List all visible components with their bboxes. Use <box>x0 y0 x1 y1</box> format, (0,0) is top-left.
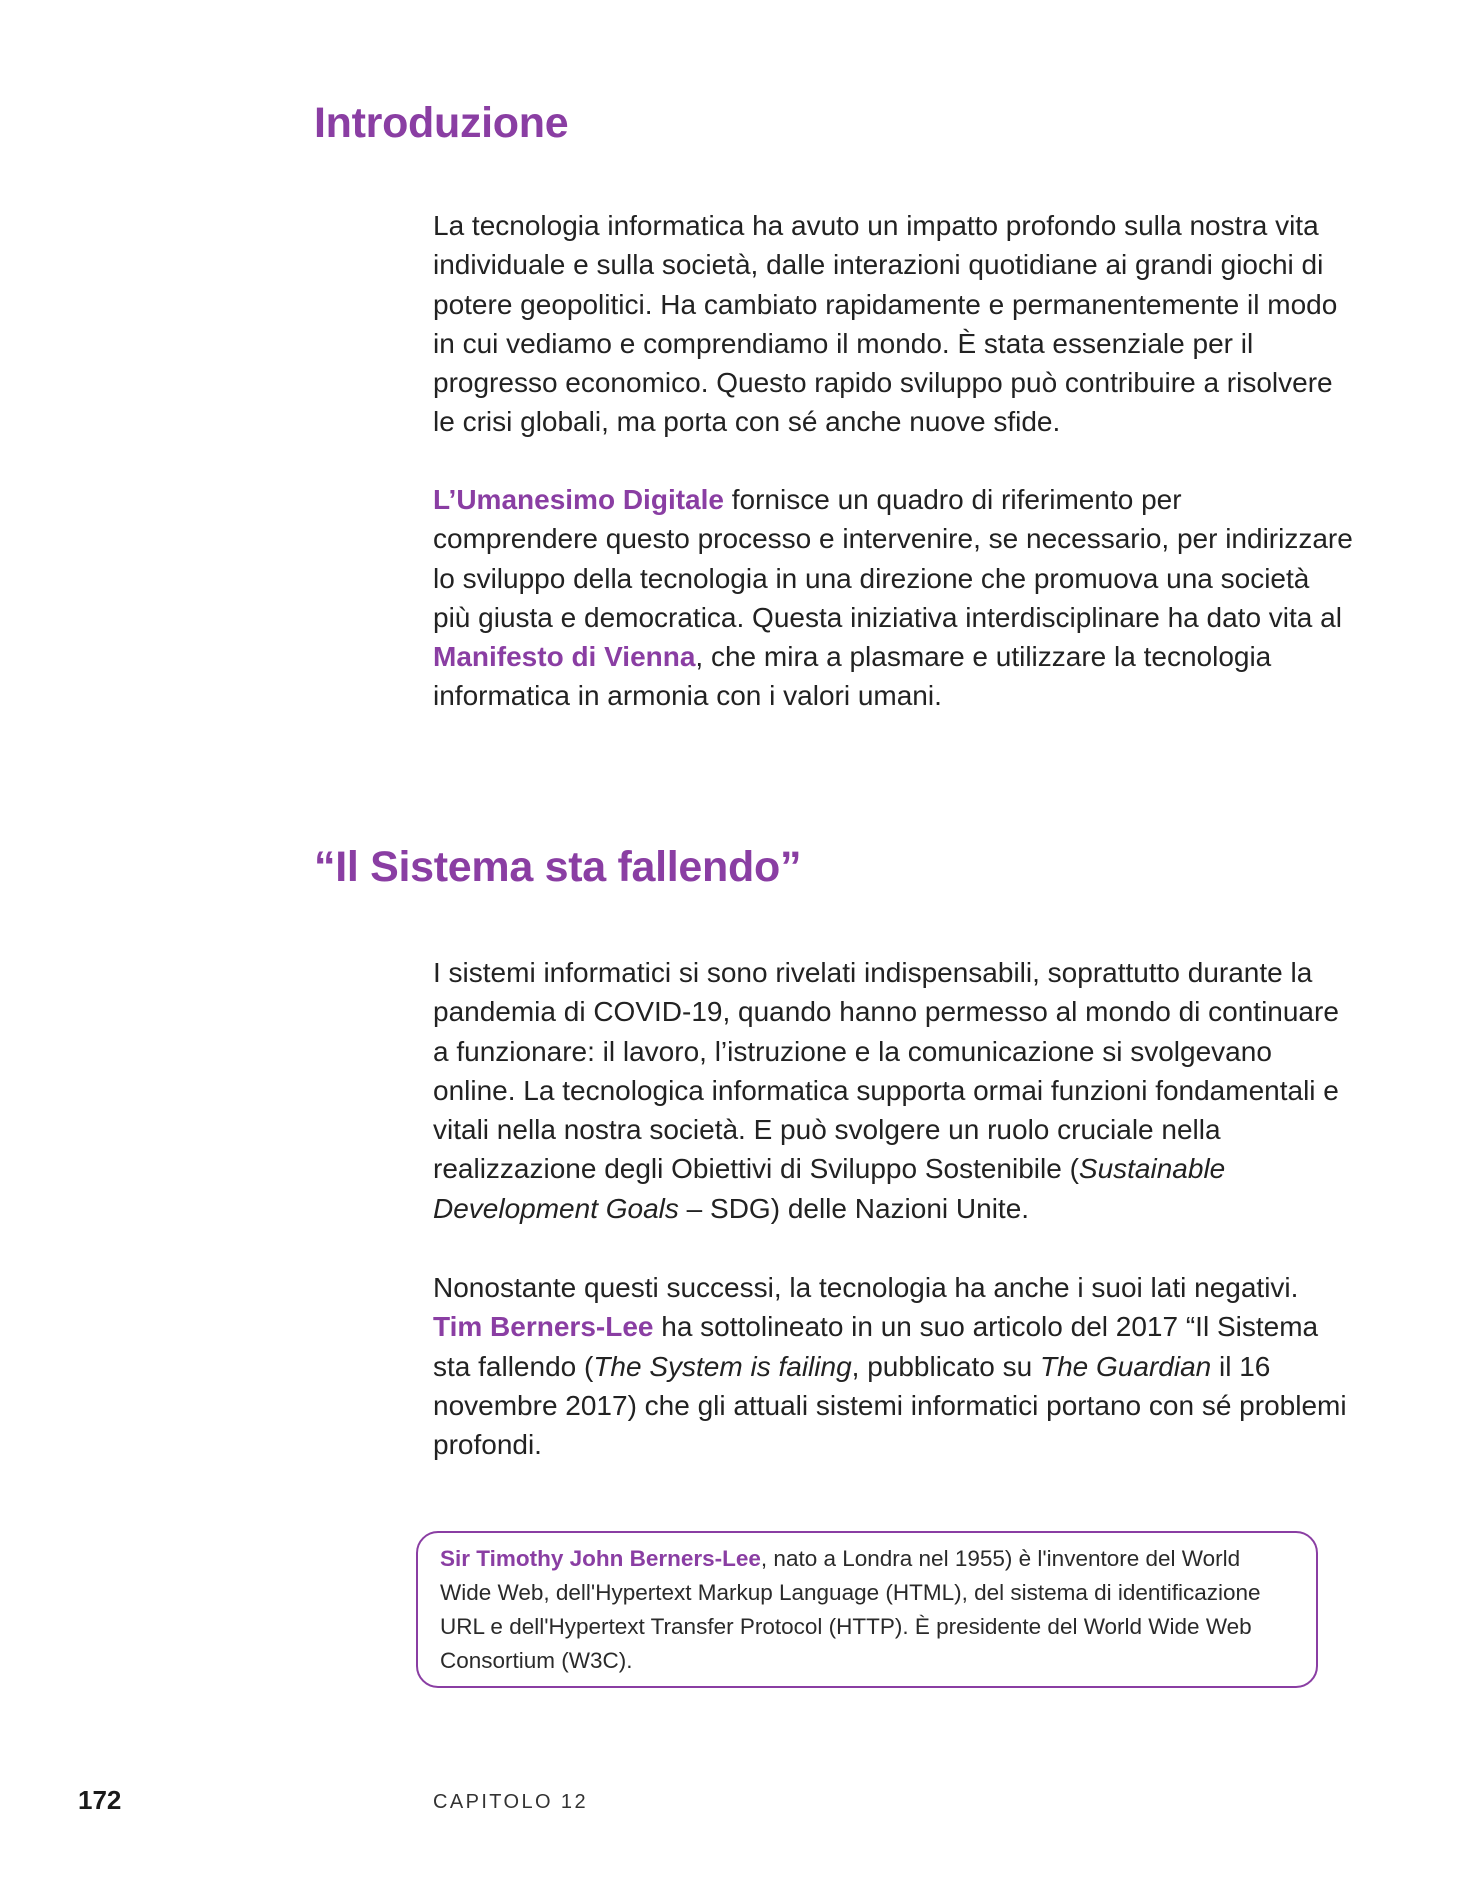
section2-paragraph-2 <box>433 1268 1353 1464</box>
term-tim-berners-lee: Tim Berners-Lee <box>433 1311 654 1343</box>
biography-note-box <box>416 1531 1318 1688</box>
term-umanesimo-digitale: L’Umanesimo Digitale <box>433 484 724 515</box>
section2-paragraph-1-text-a: I sistemi informatici si sono rivelati indispensabili, soprattutto durante la pandemia di COVID-19, quando hanno permesso al mondo di continuare a funzionare: il lavoro, l’istruzione e la comunicazione si svolgevano online. La tecnologica informatica supporta ormai funzioni fondamentali e vitali nella nostra società. E può svolgere un ruolo cruciale nella realizzazione degli Obiettivi di Sviluppo Sostenibile ( <box>433 957 1339 1185</box>
intro-paragraph-2 <box>433 480 1353 716</box>
intro-paragraph-2-text-a: fornisce un quadro di riferimento per comprendere questo processo e intervenire, se necessario, per indirizzare lo sviluppo della tecnologia in una direzione che promuova una società più giusta e democratica. Questa iniziativa interdisciplinare ha dato vita al <box>433 484 1353 633</box>
term-manifesto-di-vienna: Manifesto di Vienna <box>433 641 696 673</box>
section2-paragraph-2-text-a: Nonostante questi successi, la tecnologia ha anche i suoi lati negativi. <box>433 1272 1299 1303</box>
section2-paragraph-2-text-d: il 16 novembre 2017) che gli attuali sistemi informatici portano con sé problemi profondi. <box>433 1350 1347 1461</box>
intro-paragraph-2-text-b: , che mira a plasmare e utilizzare la tecnologia informatica in armonia con i valori umani. <box>433 641 1272 712</box>
page-number: 172 <box>78 1785 122 1815</box>
section2-paragraph-1-text-b: – SDG) delle Nazioni Unite. <box>678 1192 1030 1224</box>
section2-paragraph-2-text-b: ha sottolineato in un suo articolo del 2017 “Il Sistema sta fallendo ( <box>433 1311 1319 1382</box>
italic-the-guardian: The Guardian <box>1040 1350 1212 1382</box>
italic-sdg: Sustainable Development Goals <box>433 1153 1226 1224</box>
note-body: , nato a Londra nel 1955) è l'inventore del World Wide Web, dell'Hypertext Markup Language (HTML), del sistema di identificazione URL e dell'Hypertext Transfer Protocol (HTTP). È presidente del World Wide Web Consortium (W3C). <box>440 1546 1261 1673</box>
section2-paragraph-2-text-c: , pubblicato su <box>851 1350 1040 1382</box>
section-heading-sistema-fallendo: “Il Sistema sta fallendo” <box>314 843 802 891</box>
section2-paragraph-1 <box>433 953 1353 1228</box>
biography-note-text <box>440 1542 1296 1678</box>
note-person-name: Sir Timothy John Berners-Lee <box>440 1546 761 1571</box>
intro-paragraph-1: La tecnologia informatica ha avuto un impatto profondo sulla nostra vita individuale e sulla società, dalle interazioni quotidiane ai grandi giochi di potere geopolitici. Ha cambiato rapidamente e permanentemente il modo in cui vediamo e comprendiamo il mondo. È stata essenziale per il progresso economico. Questo rapido sviluppo può contribuire a risolvere le crisi globali, ma porta con sé anche nuove sfide. <box>433 210 1338 438</box>
italic-system-is-failing: The System is failing <box>593 1350 852 1382</box>
chapter-label: CAPITOLO 12 <box>433 1791 588 1813</box>
section-heading-introduzione: Introduzione <box>314 99 569 147</box>
